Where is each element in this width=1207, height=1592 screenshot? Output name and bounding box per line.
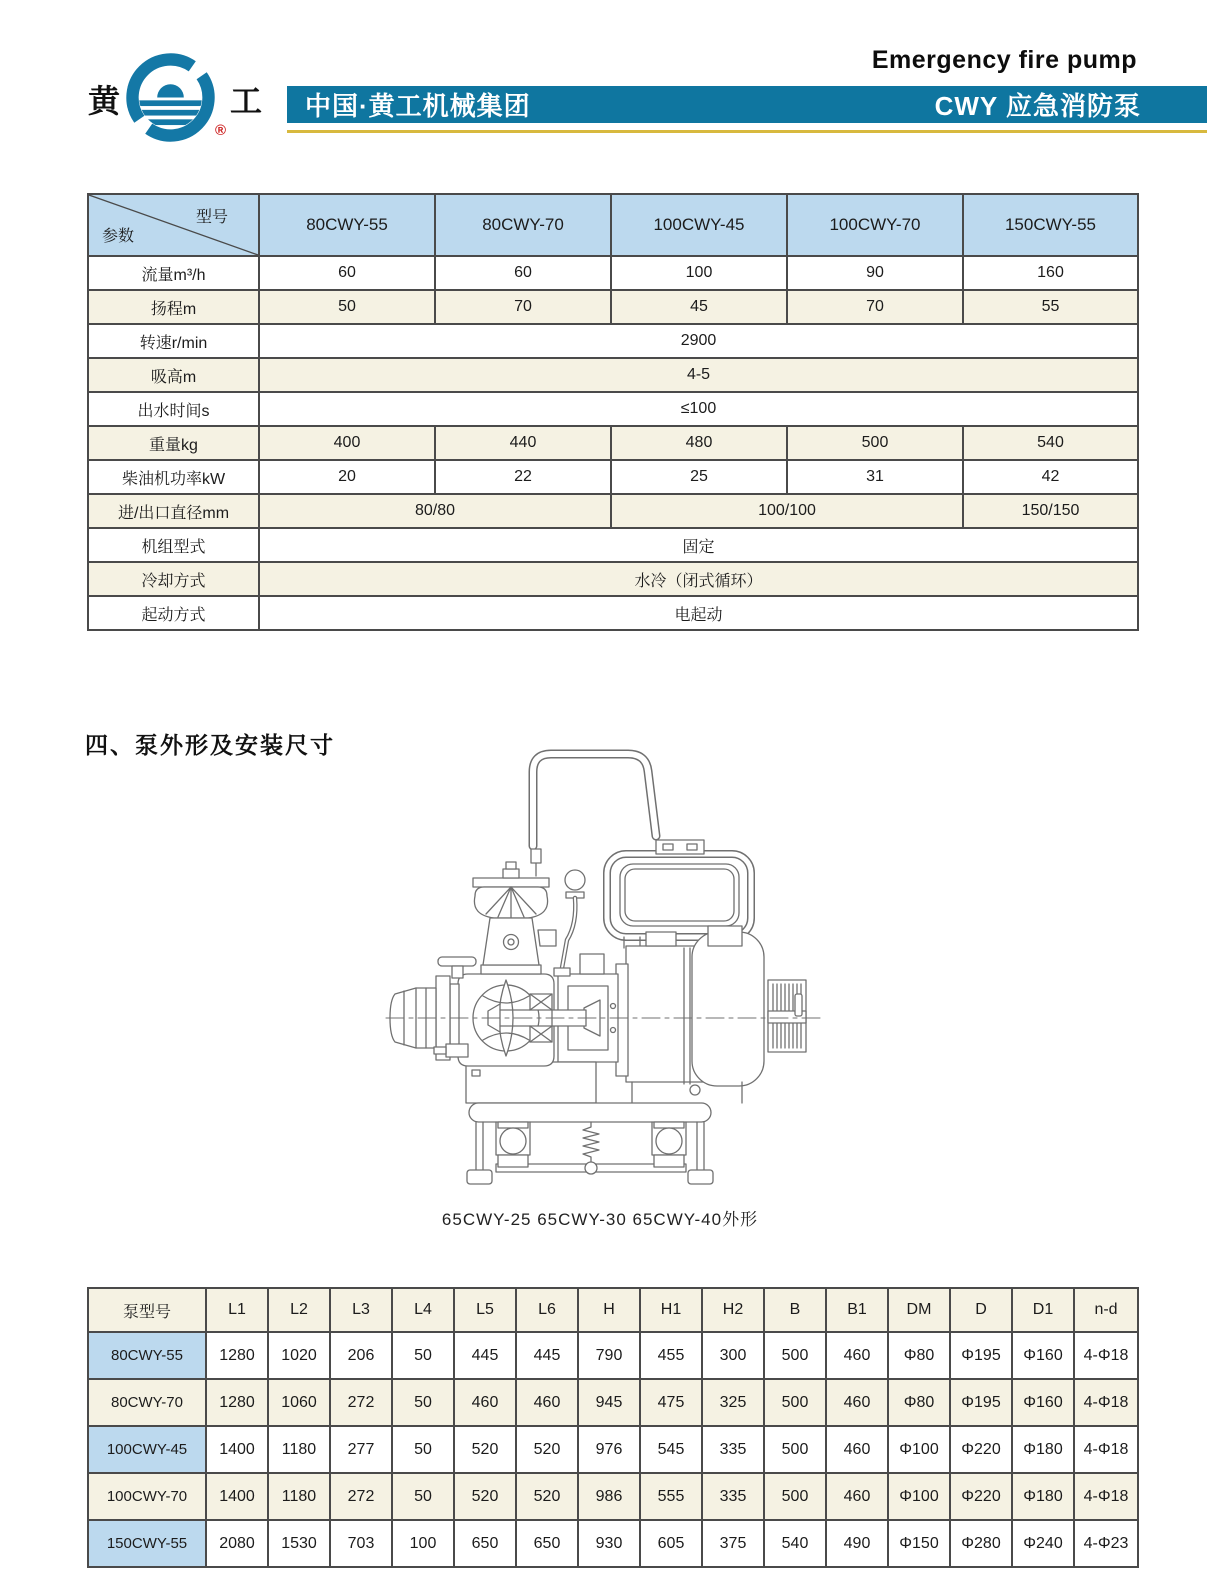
dim-value-cell: 4-Φ18	[1074, 1473, 1138, 1520]
dim-value-cell: 325	[702, 1379, 764, 1426]
dim-value-cell: 50	[392, 1473, 454, 1520]
spec-value-cell: 100	[611, 256, 787, 290]
dim-value-cell: 455	[640, 1332, 702, 1379]
dim-value-cell: Φ195	[950, 1332, 1012, 1379]
spec-value-cell: 固定	[259, 528, 1138, 562]
dim-value-cell: 375	[702, 1520, 764, 1567]
dim-value-cell: 500	[764, 1332, 826, 1379]
spec-value-cell: 90	[787, 256, 963, 290]
dim-value-cell: 100	[392, 1520, 454, 1567]
dim-value-cell: Φ100	[888, 1426, 950, 1473]
product-name-en: Emergency fire pump	[871, 46, 1137, 74]
dim-value-cell: 945	[578, 1379, 640, 1426]
spec-value-cell: 45	[611, 290, 787, 324]
dim-value-cell: Φ100	[888, 1473, 950, 1520]
dim-value-cell: Φ195	[950, 1379, 1012, 1426]
spec-value-cell: 400	[259, 426, 435, 460]
spec-value-cell: 540	[963, 426, 1138, 460]
dim-value-cell: Φ240	[1012, 1520, 1074, 1567]
corner-label-top: 型号	[195, 209, 228, 226]
dim-table-body	[88, 1288, 1138, 1567]
dim-table-row	[88, 1379, 1138, 1426]
dim-value-cell: 520	[516, 1426, 578, 1473]
dim-value-cell: 520	[516, 1473, 578, 1520]
brand-banner	[287, 86, 1207, 123]
dim-header-cell: L2	[268, 1288, 330, 1332]
spec-value-cell: 160	[963, 256, 1138, 290]
spec-table-row	[88, 460, 1138, 494]
dim-value-cell: Φ220	[950, 1473, 1012, 1520]
spec-value-cell: 2900	[259, 324, 1138, 358]
dim-header-cell: L1	[206, 1288, 268, 1332]
dim-header-cell: B	[764, 1288, 826, 1332]
dim-header-cell: L3	[330, 1288, 392, 1332]
dim-value-cell: 272	[330, 1379, 392, 1426]
spec-value-cell: 42	[963, 460, 1138, 494]
spec-model-header: 100CWY-45	[611, 194, 787, 256]
dim-table-row	[88, 1473, 1138, 1520]
spec-table-row	[88, 562, 1138, 596]
dim-value-cell: 976	[578, 1426, 640, 1473]
gold-divider	[287, 130, 1207, 133]
spec-value-cell: 4-5	[259, 358, 1138, 392]
company-name: 中国·黄工机械集团	[305, 91, 531, 121]
dim-value-cell: Φ180	[1012, 1426, 1074, 1473]
dim-value-cell: 790	[578, 1332, 640, 1379]
dim-value-cell: 545	[640, 1426, 702, 1473]
spec-table-row	[88, 528, 1138, 562]
spec-value-cell: 50	[259, 290, 435, 324]
dim-value-cell: 500	[764, 1473, 826, 1520]
dim-value-cell: 1180	[268, 1426, 330, 1473]
dim-value-cell: 4-Φ18	[1074, 1379, 1138, 1426]
dim-value-cell: 1400	[206, 1473, 268, 1520]
logo-char-left: 黄	[88, 83, 121, 119]
spec-value-cell: 60	[259, 256, 435, 290]
dim-value-cell: Φ180	[1012, 1473, 1074, 1520]
spec-value-cell: 80/80	[259, 494, 611, 528]
spec-row-label: 进/出口直径mm	[88, 494, 259, 528]
dim-table-row	[88, 1520, 1138, 1567]
spec-table-row	[88, 392, 1138, 426]
spec-table-row	[88, 426, 1138, 460]
dim-value-cell: 460	[826, 1473, 888, 1520]
dim-value-cell: 460	[516, 1379, 578, 1426]
dim-value-cell: 272	[330, 1473, 392, 1520]
dim-value-cell: 555	[640, 1473, 702, 1520]
spec-corner-cell	[88, 194, 259, 256]
spec-model-header: 80CWY-70	[435, 194, 611, 256]
dim-header-cell: B1	[826, 1288, 888, 1332]
spec-table	[87, 193, 1139, 631]
dim-value-cell: Φ220	[950, 1426, 1012, 1473]
dim-header-cell: D	[950, 1288, 1012, 1332]
dim-value-cell: Φ280	[950, 1520, 1012, 1567]
dim-header-cell: L4	[392, 1288, 454, 1332]
dim-value-cell: 475	[640, 1379, 702, 1426]
dim-value-cell: 4-Φ18	[1074, 1332, 1138, 1379]
dim-row-model: 80CWY-55	[88, 1332, 206, 1379]
spec-value-cell: 440	[435, 426, 611, 460]
dim-value-cell: 1020	[268, 1332, 330, 1379]
spec-table-row	[88, 256, 1138, 290]
dim-value-cell: 2080	[206, 1520, 268, 1567]
spec-row-label: 出水时间s	[88, 392, 259, 426]
spec-model-header: 80CWY-55	[259, 194, 435, 256]
spec-model-header: 100CWY-70	[787, 194, 963, 256]
dim-header-cell: DM	[888, 1288, 950, 1332]
spec-row-label: 机组型式	[88, 528, 259, 562]
dim-value-cell: 520	[454, 1426, 516, 1473]
dim-header-cell: L5	[454, 1288, 516, 1332]
dim-value-cell: 4-Φ23	[1074, 1520, 1138, 1567]
spec-value-cell: 22	[435, 460, 611, 494]
dim-value-cell: 605	[640, 1520, 702, 1567]
spec-value-cell: 480	[611, 426, 787, 460]
dim-value-cell: 1280	[206, 1379, 268, 1426]
dim-header-cell: H2	[702, 1288, 764, 1332]
dim-value-cell: 1400	[206, 1426, 268, 1473]
dim-value-cell: 986	[578, 1473, 640, 1520]
dim-value-cell: 460	[826, 1379, 888, 1426]
dim-value-cell: 1060	[268, 1379, 330, 1426]
dim-value-cell: Φ160	[1012, 1379, 1074, 1426]
spec-value-cell: ≤100	[259, 392, 1138, 426]
spec-value-cell: 31	[787, 460, 963, 494]
dim-value-cell: Φ150	[888, 1520, 950, 1567]
spec-value-cell: 60	[435, 256, 611, 290]
spec-value-cell: 70	[435, 290, 611, 324]
spec-value-cell: 500	[787, 426, 963, 460]
spec-value-cell: 150/150	[963, 494, 1138, 528]
dim-value-cell: 335	[702, 1473, 764, 1520]
spec-table-body	[88, 194, 1138, 630]
spec-row-label: 重量kg	[88, 426, 259, 460]
spec-model-header: 150CWY-55	[963, 194, 1138, 256]
spec-value-cell: 70	[787, 290, 963, 324]
spec-value-cell: 25	[611, 460, 787, 494]
dim-row-model: 150CWY-55	[88, 1520, 206, 1567]
dim-value-cell: 1180	[268, 1473, 330, 1520]
dim-value-cell: 4-Φ18	[1074, 1426, 1138, 1473]
spec-row-label: 柴油机功率kW	[88, 460, 259, 494]
spec-row-label: 转速r/min	[88, 324, 259, 358]
dim-value-cell: 703	[330, 1520, 392, 1567]
dim-value-cell: 490	[826, 1520, 888, 1567]
dim-header-cell: H1	[640, 1288, 702, 1332]
dim-header-cell: D1	[1012, 1288, 1074, 1332]
dim-header-cell: L6	[516, 1288, 578, 1332]
dim-value-cell: 277	[330, 1426, 392, 1473]
spec-table-row	[88, 494, 1138, 528]
spec-row-label: 吸高m	[88, 358, 259, 392]
corner-label-bottom: 参数	[102, 228, 135, 245]
dim-value-cell: 500	[764, 1426, 826, 1473]
spec-table-row	[88, 596, 1138, 630]
dim-value-cell: 650	[454, 1520, 516, 1567]
dim-value-cell: 50	[392, 1426, 454, 1473]
spec-value-cell: 55	[963, 290, 1138, 324]
dim-value-cell: 540	[764, 1520, 826, 1567]
pump-outline-drawing	[370, 718, 830, 1198]
spec-value-cell: 20	[259, 460, 435, 494]
dim-header-cell: n-d	[1074, 1288, 1138, 1332]
dim-table-row	[88, 1426, 1138, 1473]
dim-header-model: 泵型号	[88, 1288, 206, 1332]
dim-value-cell: Φ80	[888, 1379, 950, 1426]
spec-value-cell: 电起动	[259, 596, 1138, 630]
spec-value-cell: 水冷（闭式循环）	[259, 562, 1138, 596]
spec-table-row	[88, 290, 1138, 324]
logo-emblem-icon	[123, 50, 218, 145]
dim-value-cell: 1280	[206, 1332, 268, 1379]
dim-value-cell: 650	[516, 1520, 578, 1567]
spec-table-row	[88, 358, 1138, 392]
spec-row-label: 流量m³/h	[88, 256, 259, 290]
dimension-table	[87, 1287, 1139, 1568]
registered-trademark-icon: ®	[215, 122, 227, 139]
dim-row-model: 100CWY-70	[88, 1473, 206, 1520]
dim-value-cell: 460	[826, 1332, 888, 1379]
spec-row-label: 冷却方式	[88, 562, 259, 596]
dim-value-cell: Φ80	[888, 1332, 950, 1379]
dim-value-cell: 930	[578, 1520, 640, 1567]
spec-row-label: 扬程m	[88, 290, 259, 324]
dim-value-cell: 1530	[268, 1520, 330, 1567]
dim-value-cell: 460	[826, 1426, 888, 1473]
dim-value-cell: Φ160	[1012, 1332, 1074, 1379]
figure-caption: 65CWY-25 65CWY-30 65CWY-40外形	[441, 1210, 759, 1229]
dim-row-model: 80CWY-70	[88, 1379, 206, 1426]
dim-value-cell: 206	[330, 1332, 392, 1379]
spec-row-label: 起动方式	[88, 596, 259, 630]
dim-value-cell: 445	[516, 1332, 578, 1379]
dim-value-cell: 520	[454, 1473, 516, 1520]
dim-value-cell: 50	[392, 1379, 454, 1426]
dim-value-cell: 500	[764, 1379, 826, 1426]
dim-value-cell: 300	[702, 1332, 764, 1379]
dim-value-cell: 50	[392, 1332, 454, 1379]
dim-value-cell: 460	[454, 1379, 516, 1426]
dim-value-cell: 445	[454, 1332, 516, 1379]
dim-table-row	[88, 1332, 1138, 1379]
dim-row-model: 100CWY-45	[88, 1426, 206, 1473]
spec-table-row	[88, 324, 1138, 358]
spec-value-cell: 100/100	[611, 494, 963, 528]
dim-header-cell: H	[578, 1288, 640, 1332]
section-title: 四、泵外形及安装尺寸	[85, 732, 335, 758]
product-name-cn: CWY 应急消防泵	[934, 91, 1141, 121]
logo-char-right: 工	[230, 83, 263, 119]
dim-value-cell: 335	[702, 1426, 764, 1473]
